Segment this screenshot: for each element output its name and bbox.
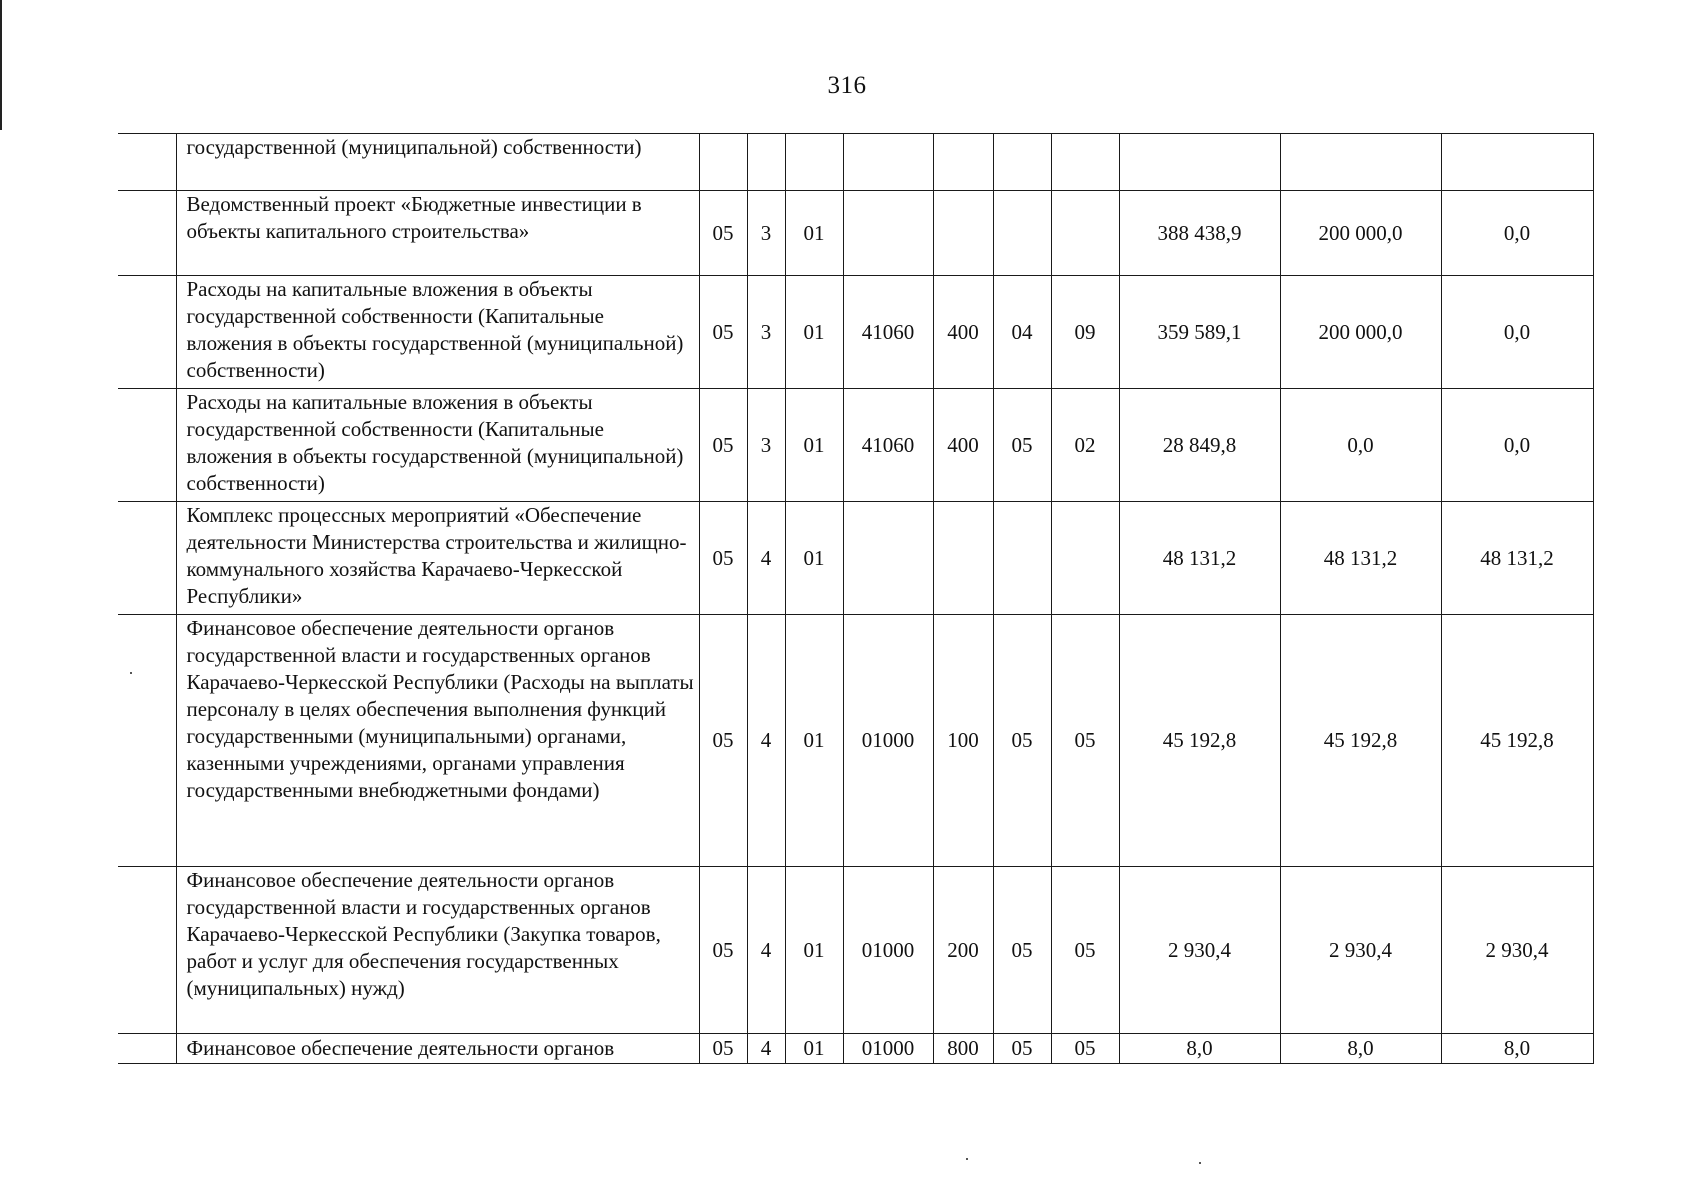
code-col-2-cell: 3 [747, 389, 785, 502]
code-col-3-cell: 01 [785, 502, 843, 615]
subsection-cell: 05 [1051, 1034, 1119, 1064]
item-name-cell: Расходы на капитальные вложения в объекты государственной собственности (Капитальные вложения в объекты государственной (муниципальной) собственности) [176, 276, 699, 389]
value-year-3-cell: 0,0 [1441, 276, 1593, 389]
table-row [118, 191, 1593, 276]
target-code-cell [843, 191, 933, 276]
row-number-cell [118, 867, 176, 1034]
code-col-1-cell: 05 [699, 276, 747, 389]
code-col-3-cell [785, 134, 843, 191]
code-col-3-cell: 01 [785, 615, 843, 867]
row-number-cell [118, 615, 176, 867]
row-number-cell [118, 134, 176, 191]
item-name-cell: Расходы на капитальные вложения в объекты государственной собственности (Капитальные вложения в объекты государственной (муниципальной) собственности) [176, 389, 699, 502]
table-row [118, 389, 1593, 502]
row-number-cell [118, 191, 176, 276]
subsection-cell [1051, 191, 1119, 276]
value-year-3-cell: 0,0 [1441, 389, 1593, 502]
target-code-cell: 41060 [843, 389, 933, 502]
expense-type-cell [933, 502, 993, 615]
row-number-cell [118, 1034, 176, 1064]
value-year-1-cell: 45 192,8 [1119, 615, 1280, 867]
row-number-cell [118, 502, 176, 615]
value-year-3-cell: 45 192,8 [1441, 615, 1593, 867]
value-year-2-cell: 200 000,0 [1280, 191, 1441, 276]
value-year-3-cell: 2 930,4 [1441, 867, 1593, 1034]
code-col-1-cell: 05 [699, 1034, 747, 1064]
item-name-cell: Ведомственный проект «Бюджетные инвестиции в объекты капитального строительства» [176, 191, 699, 276]
section-cell: 04 [993, 276, 1051, 389]
item-name-cell: государственной (муниципальной) собственности) [176, 134, 699, 191]
code-col-2-cell: 3 [747, 276, 785, 389]
code-col-2-cell: 4 [747, 867, 785, 1034]
code-col-2-cell: 4 [747, 1034, 785, 1064]
subsection-cell [1051, 502, 1119, 615]
code-col-3-cell: 01 [785, 1034, 843, 1064]
code-col-1-cell [699, 134, 747, 191]
expense-type-cell: 400 [933, 276, 993, 389]
table-row [118, 615, 1593, 867]
page-number: 316 [827, 72, 867, 99]
target-code-cell: 01000 [843, 867, 933, 1034]
item-name-cell: Финансовое обеспечение деятельности органов государственной власти и государственных органов Карачаево-Черкесской Республики (Расходы на выплаты персоналу в целях обеспечения выполнения функций государственными (муниципальными) органами, казенными учреждениями, органами управления государственными внебюджетными фондами) [176, 615, 699, 867]
section-cell [993, 502, 1051, 615]
value-year-1-cell [1119, 134, 1280, 191]
section-cell: 05 [993, 1034, 1051, 1064]
subsection-cell: 02 [1051, 389, 1119, 502]
section-cell: 05 [993, 615, 1051, 867]
item-name-cell: Комплекс процессных мероприятий «Обеспечение деятельности Министерства строительства и жилищно-коммунального хозяйства Карачаево-Черкесской Республики» [176, 502, 699, 615]
expense-type-cell [933, 191, 993, 276]
table-row [118, 1034, 1593, 1064]
subsection-cell: 05 [1051, 867, 1119, 1034]
section-cell: 05 [993, 867, 1051, 1034]
subsection-cell: 09 [1051, 276, 1119, 389]
value-year-2-cell: 200 000,0 [1280, 276, 1441, 389]
value-year-1-cell: 359 589,1 [1119, 276, 1280, 389]
value-year-3-cell: 48 131,2 [1441, 502, 1593, 615]
target-code-cell: 01000 [843, 615, 933, 867]
value-year-2-cell: 48 131,2 [1280, 502, 1441, 615]
code-col-2-cell: 3 [747, 191, 785, 276]
value-year-2-cell: 45 192,8 [1280, 615, 1441, 867]
section-cell: 05 [993, 389, 1051, 502]
value-year-1-cell: 8,0 [1119, 1034, 1280, 1064]
code-col-3-cell: 01 [785, 867, 843, 1034]
budget-table [118, 133, 1594, 1064]
section-cell [993, 134, 1051, 191]
item-name-cell: Финансовое обеспечение деятельности органов [176, 1034, 699, 1064]
code-col-1-cell: 05 [699, 191, 747, 276]
code-col-2-cell: 4 [747, 502, 785, 615]
value-year-3-cell [1441, 134, 1593, 191]
row-number-cell [118, 389, 176, 502]
code-col-3-cell: 01 [785, 389, 843, 502]
value-year-1-cell: 2 930,4 [1119, 867, 1280, 1034]
code-col-3-cell: 01 [785, 276, 843, 389]
section-cell [993, 191, 1051, 276]
scan-speck [966, 1158, 968, 1160]
value-year-2-cell: 2 930,4 [1280, 867, 1441, 1034]
target-code-cell [843, 134, 933, 191]
table-row [118, 134, 1593, 191]
expense-type-cell: 800 [933, 1034, 993, 1064]
row-number-cell [118, 276, 176, 389]
value-year-2-cell: 0,0 [1280, 389, 1441, 502]
code-col-1-cell: 05 [699, 502, 747, 615]
expense-type-cell: 100 [933, 615, 993, 867]
code-col-1-cell: 05 [699, 615, 747, 867]
code-col-1-cell: 05 [699, 389, 747, 502]
expense-type-cell: 200 [933, 867, 993, 1034]
expense-type-cell [933, 134, 993, 191]
code-col-2-cell [747, 134, 785, 191]
value-year-2-cell: 8,0 [1280, 1034, 1441, 1064]
code-col-2-cell: 4 [747, 615, 785, 867]
table-row [118, 502, 1593, 615]
expense-type-cell: 400 [933, 389, 993, 502]
scan-margin-line [0, 0, 2, 130]
value-year-3-cell: 0,0 [1441, 191, 1593, 276]
subsection-cell: 05 [1051, 615, 1119, 867]
table-row [118, 867, 1593, 1034]
target-code-cell: 01000 [843, 1034, 933, 1064]
value-year-1-cell: 28 849,8 [1119, 389, 1280, 502]
value-year-1-cell: 388 438,9 [1119, 191, 1280, 276]
table-row [118, 276, 1593, 389]
value-year-1-cell: 48 131,2 [1119, 502, 1280, 615]
table-body [118, 134, 1593, 1064]
subsection-cell [1051, 134, 1119, 191]
target-code-cell [843, 502, 933, 615]
code-col-1-cell: 05 [699, 867, 747, 1034]
target-code-cell: 41060 [843, 276, 933, 389]
value-year-2-cell [1280, 134, 1441, 191]
code-col-3-cell: 01 [785, 191, 843, 276]
item-name-cell: Финансовое обеспечение деятельности органов государственной власти и государственных органов Карачаево-Черкесской Республики (Закупка товаров, работ и услуг для обеспечения государственных (муниципальных) нужд) [176, 867, 699, 1034]
scan-speck [1199, 1162, 1201, 1164]
value-year-3-cell: 8,0 [1441, 1034, 1593, 1064]
